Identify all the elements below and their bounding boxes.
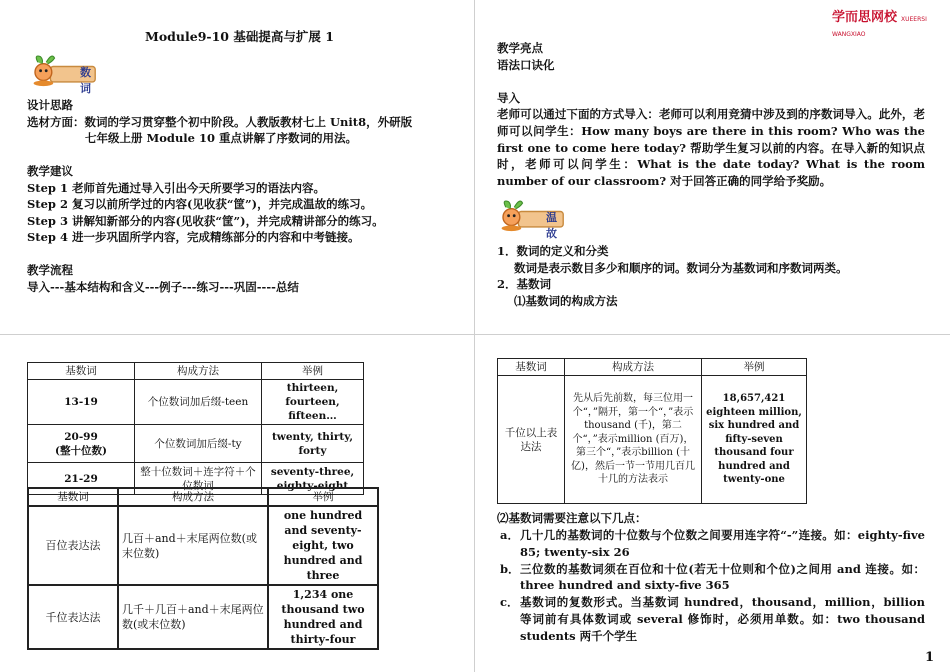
header-cell: 构成方法 [118, 488, 268, 506]
cell: 20-99 (整十位数) [28, 425, 135, 463]
page-title: Module9-10 基础提高与扩展 1 [145, 29, 334, 44]
line: 导入 [497, 90, 520, 105]
list-item [500, 561, 925, 595]
item-label: b． [500, 561, 520, 576]
cell: 整十位数词＋连字符＋个位数词 [135, 463, 262, 495]
item-label: a． [500, 528, 519, 542]
header-cell: 基数词 [498, 359, 565, 376]
list-item [500, 594, 925, 644]
q2-intro-paragraph: 老师可以通过下面的方式导入：老师可以利用竞猜中涉及到的序数词导入。此外，老师可以问学生：How many boys are there in this room? Who was the first one to come here today? 帮助学生复习以前的内容。在导入新的知识点时，老师可以问学生：What is the date today? What is the room number of our classroom? 对于回答正确的同学给予奖励。 [497, 107, 925, 189]
cell: seventy-three, eighty-eight [262, 463, 364, 495]
cardinal-table-1 [27, 362, 364, 495]
line: 导入---基本结构和含义---例子---练习---巩固----总结 [27, 279, 299, 294]
line: 教学流程 [27, 263, 73, 277]
line [27, 246, 412, 263]
badge-label: 温故 [546, 211, 557, 240]
line: ⑴基数词的构成方法 [514, 293, 618, 308]
cell: 个位数词加后缀-teen [135, 380, 262, 425]
item-text: 基数词的复数形式。当基数词 hundred，thousand，million，billion 等词前有具体数词或 several 修饰时，必须用单数。如：two thousand students 两千个学生 [520, 595, 925, 643]
table-header-row [498, 359, 807, 376]
cell: 18,657,421 eighteen million, six hundred and fifty-seven thousand four hundred and twenty-one [702, 376, 807, 504]
header-cell: 举例 [702, 359, 807, 376]
page-number: 1 [925, 650, 935, 665]
line [27, 147, 412, 164]
cell: 几千＋几百＋and＋末尾两位数(或末位数) [118, 585, 268, 649]
line [497, 73, 555, 90]
item-text: 几十几的基数词的十位数与个位数之间要用连字符“-”连接。如：eighty-five 85; twenty-six 26 [520, 528, 925, 559]
cell: 先从后先前数，每三位用一个“，”隔开，第一个“，”表示thousand (千)，第二个“，”表示million (百万)，第三个“，”表示billion (十亿)，然后一节一节用几百几十几的方法表示 [565, 376, 702, 504]
logo-name: 学而思网校 [832, 10, 898, 25]
logo-sub: XUEERSI WANGXIAO [832, 16, 927, 38]
table-row [28, 425, 364, 463]
line: 数词是表示数目多少和顺序的词。数词分为基数词和序数词两类。 [514, 260, 848, 275]
section-badge-shuci [28, 52, 98, 95]
line: 七年级上册 Module 10 重点讲解了序数词的用法。 [85, 131, 357, 145]
header-cell: 基数词 [28, 488, 118, 506]
cardinal-table-2 [27, 487, 379, 650]
badge-label: 数词 [80, 66, 91, 95]
horizontal-divider [0, 334, 950, 335]
line: 选材方面：数词的学习贯穿整个初中阶段。人教版教材七上 Unit8，外研版 [27, 114, 413, 129]
item-text: 三位数的基数词须在百位和十位(若无十位则和个位)之间用 and 连接。如：three hundred and sixty-five 365 [520, 561, 925, 593]
vertical-divider [474, 0, 475, 672]
q2-bottom-lines [497, 243, 848, 309]
line: Step 2 复习以前所学过的内容(见收获“筐”)，并完成温故的练习。 [27, 197, 373, 211]
table-row [28, 506, 378, 585]
item-label: c． [500, 595, 519, 610]
header-cell: 举例 [262, 363, 364, 380]
cell: 几百＋and＋末尾两位数(或末位数) [118, 506, 268, 585]
cell: 百位表达法 [28, 506, 118, 585]
header-cell: 构成方法 [565, 359, 702, 376]
cell: twenty, thirty, forty [262, 425, 364, 463]
cell: 个位数词加后缀-ty [135, 425, 262, 463]
brand-logo [832, 6, 950, 40]
line: Step 4 进一步巩固所学内容，完成精练部分的内容和中考链接。 [27, 230, 360, 244]
table-header-row [28, 488, 378, 506]
q2-top-lines [497, 40, 555, 106]
cell: one hundred and seventy-eight, two hundred and three [268, 506, 378, 585]
header-cell: 举例 [268, 488, 378, 506]
section-badge-wengu [496, 197, 566, 240]
table-header-row [28, 363, 364, 380]
table-row [498, 376, 807, 504]
header-cell: 构成方法 [135, 363, 262, 380]
cardinal-table-3 [497, 358, 807, 504]
line: 语法口诀化 [497, 57, 555, 72]
cell: thirteen, fourteen, fifteen… [262, 380, 364, 425]
line: 教学建议 [27, 164, 73, 178]
line: 1．数词的定义和分类 [497, 244, 609, 258]
cell: 13-19 [28, 380, 135, 425]
q1-lines [27, 97, 412, 295]
q4-notes-list [500, 527, 925, 645]
list-item [500, 527, 925, 561]
line: 设计思路 [27, 98, 73, 112]
line: 2．基数词 [497, 277, 552, 291]
cell: 1,234 one thousand two hundred and thirty-four [268, 585, 378, 649]
header-cell: 基数词 [28, 363, 135, 380]
cell: 千位以上表达法 [498, 376, 565, 504]
cell: 千位表达法 [28, 585, 118, 649]
cell: 21-29 [28, 463, 135, 495]
table-row [28, 380, 364, 425]
line: Step 3 讲解知新部分的内容(见收获“筐”)，并完成精讲部分的练习。 [27, 213, 384, 228]
q4-heading: ⑵基数词需要注意以下几点： [497, 511, 647, 525]
line: 教学亮点 [497, 41, 543, 55]
table-row [28, 585, 378, 649]
line: Step 1 老师首先通过导入引出今天所要学习的语法内容。 [27, 180, 325, 195]
